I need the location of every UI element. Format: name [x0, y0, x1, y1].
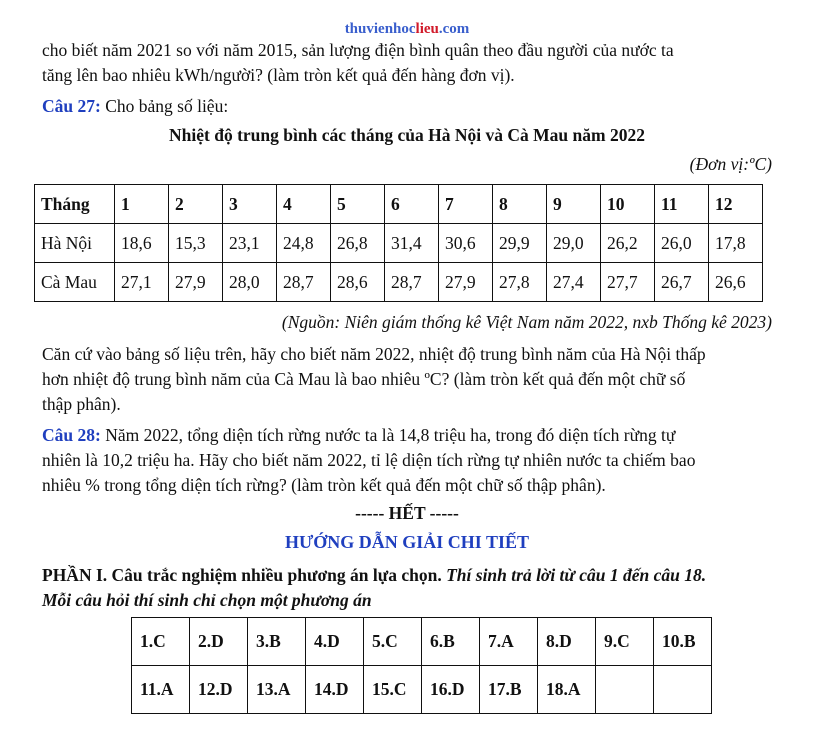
header-cell: 9: [547, 185, 601, 224]
answer-cell: 16.D: [422, 666, 480, 714]
header-cell: 10: [601, 185, 655, 224]
table-cell: 31,4: [385, 224, 439, 263]
question-line: thập phân).: [42, 394, 121, 414]
table-cell: 26,7: [655, 263, 709, 302]
guide-title: HƯỚNG DẪN GIẢI CHI TIẾT: [284, 532, 530, 552]
table-title: Nhiệt độ trung bình các tháng của Hà Nội và Cà Mau năm 2022: [169, 125, 645, 145]
answer-cell: [596, 666, 654, 714]
header-cell: 1: [115, 185, 169, 224]
site-name-part: thuvienhoc: [344, 21, 416, 37]
answer-cell: 1.C: [132, 618, 190, 666]
intro-line: cho biết năm 2021 so với năm 2015, sản lượng điện bình quân theo đầu người của nước ta: [42, 40, 674, 60]
temperature-table: [34, 184, 763, 302]
question-line: [42, 423, 774, 448]
answer-cell: 3.B: [248, 618, 306, 666]
question-27-text: [42, 342, 774, 417]
question-label: Câu 27:: [42, 96, 101, 116]
table-cell: 27,1: [115, 263, 169, 302]
header-cell: 7: [439, 185, 493, 224]
answer-cell: 17.B: [480, 666, 538, 714]
answer-cell: 14.D: [306, 666, 364, 714]
question-line: Căn cứ vào bảng số liệu trên, hãy cho biết năm 2022, nhiệt độ trung bình năm của Hà Nội thấp: [42, 344, 706, 364]
header-cell: 2: [169, 185, 223, 224]
header-cell: 12: [709, 185, 763, 224]
answer-cell: 2.D: [190, 618, 248, 666]
table-cell: 23,1: [223, 224, 277, 263]
row-label: Hà Nội: [35, 224, 115, 263]
question-28: [42, 423, 774, 498]
answer-cell: 6.B: [422, 618, 480, 666]
part1-instruction: Mỗi câu hỏi thí sinh chỉ chọn một phương án: [42, 590, 372, 610]
question-text: Cho bảng số liệu:: [100, 96, 229, 116]
table-cell: 28,0: [223, 263, 277, 302]
answer-cell: 15.C: [364, 666, 422, 714]
part1-instruction: Thí sinh trả lời từ câu 1 đến câu 18.: [446, 565, 707, 585]
header-cell: 8: [493, 185, 547, 224]
answer-cell: 18.A: [538, 666, 596, 714]
question-text: Năm 2022, tổng diện tích rừng nước ta là 14,8 triệu ha, trong đó diện tích rừng tự: [100, 425, 676, 445]
table-cell: 24,8: [277, 224, 331, 263]
site-name-highlight: lieu: [415, 21, 439, 37]
answer-cell: 13.A: [248, 666, 306, 714]
table-row-camau: [35, 263, 763, 302]
header-cell: 5: [331, 185, 385, 224]
header-cell: 6: [385, 185, 439, 224]
part1-heading: [42, 563, 774, 613]
table-cell: 26,0: [655, 224, 709, 263]
question-line: hơn nhiệt độ trung bình năm của Cà Mau là bao nhiêu ºC? (làm tròn kết quả đến một chữ số: [42, 369, 686, 389]
intro-paragraph: [42, 38, 774, 88]
table-cell: 26,2: [601, 224, 655, 263]
table-cell: 28,7: [385, 263, 439, 302]
answer-cell: 11.A: [132, 666, 190, 714]
answer-table: [131, 617, 712, 714]
table-cell: 15,3: [169, 224, 223, 263]
part1-line: [42, 563, 774, 588]
answer-cell: 9.C: [596, 618, 654, 666]
answer-row: [132, 618, 712, 666]
question-27-heading: [42, 94, 774, 119]
table-cell: 26,8: [331, 224, 385, 263]
question-line: nhiên là 10,2 triệu ha. Hãy cho biết năm 2022, tỉ lệ diện tích rừng tự nhiên nước ta chiếm bao: [42, 450, 696, 470]
table-cell: 28,7: [277, 263, 331, 302]
table-cell: 30,6: [439, 224, 493, 263]
answer-cell: 8.D: [538, 618, 596, 666]
answer-cell: 4.D: [306, 618, 364, 666]
table-cell: 27,9: [439, 263, 493, 302]
table-unit: (Đơn vị:ºC): [689, 154, 772, 174]
table-cell: 29,9: [493, 224, 547, 263]
table-cell: 18,6: [115, 224, 169, 263]
header-cell: Tháng: [35, 185, 115, 224]
question-line: nhiêu % trong tổng diện tích rừng? (làm tròn kết quả đến một chữ số thập phân).: [42, 475, 606, 495]
intro-line: tăng lên bao nhiêu kWh/người? (làm tròn kết quả đến hàng đơn vị).: [42, 65, 515, 85]
answer-cell: 10.B: [654, 618, 712, 666]
answer-cell: 5.C: [364, 618, 422, 666]
table-cell: 27,4: [547, 263, 601, 302]
header-cell: 11: [655, 185, 709, 224]
table-row-hanoi: [35, 224, 763, 263]
table-cell: 26,6: [709, 263, 763, 302]
header-cell: 3: [223, 185, 277, 224]
answer-row: [132, 666, 712, 714]
table-source: (Nguồn: Niên giám thống kê Việt Nam năm 2022, nxb Thống kê 2023): [281, 312, 772, 332]
table-cell: 27,9: [169, 263, 223, 302]
site-watermark: [0, 21, 814, 38]
end-marker: ----- HẾT -----: [355, 503, 459, 523]
answer-cell: 12.D: [190, 666, 248, 714]
table-cell: 27,8: [493, 263, 547, 302]
site-name-suffix: .com: [438, 21, 470, 37]
answer-cell: [654, 666, 712, 714]
header-cell: 4: [277, 185, 331, 224]
question-label: Câu 28:: [42, 425, 101, 445]
row-label: Cà Mau: [35, 263, 115, 302]
table-cell: 17,8: [709, 224, 763, 263]
part1-title: PHẦN I. Câu trắc nghiệm nhiều phương án lựa chọn.: [42, 565, 447, 585]
table-cell: 29,0: [547, 224, 601, 263]
table-cell: 27,7: [601, 263, 655, 302]
table-cell: 28,6: [331, 263, 385, 302]
answer-cell: 7.A: [480, 618, 538, 666]
table-header-row: [35, 185, 763, 224]
